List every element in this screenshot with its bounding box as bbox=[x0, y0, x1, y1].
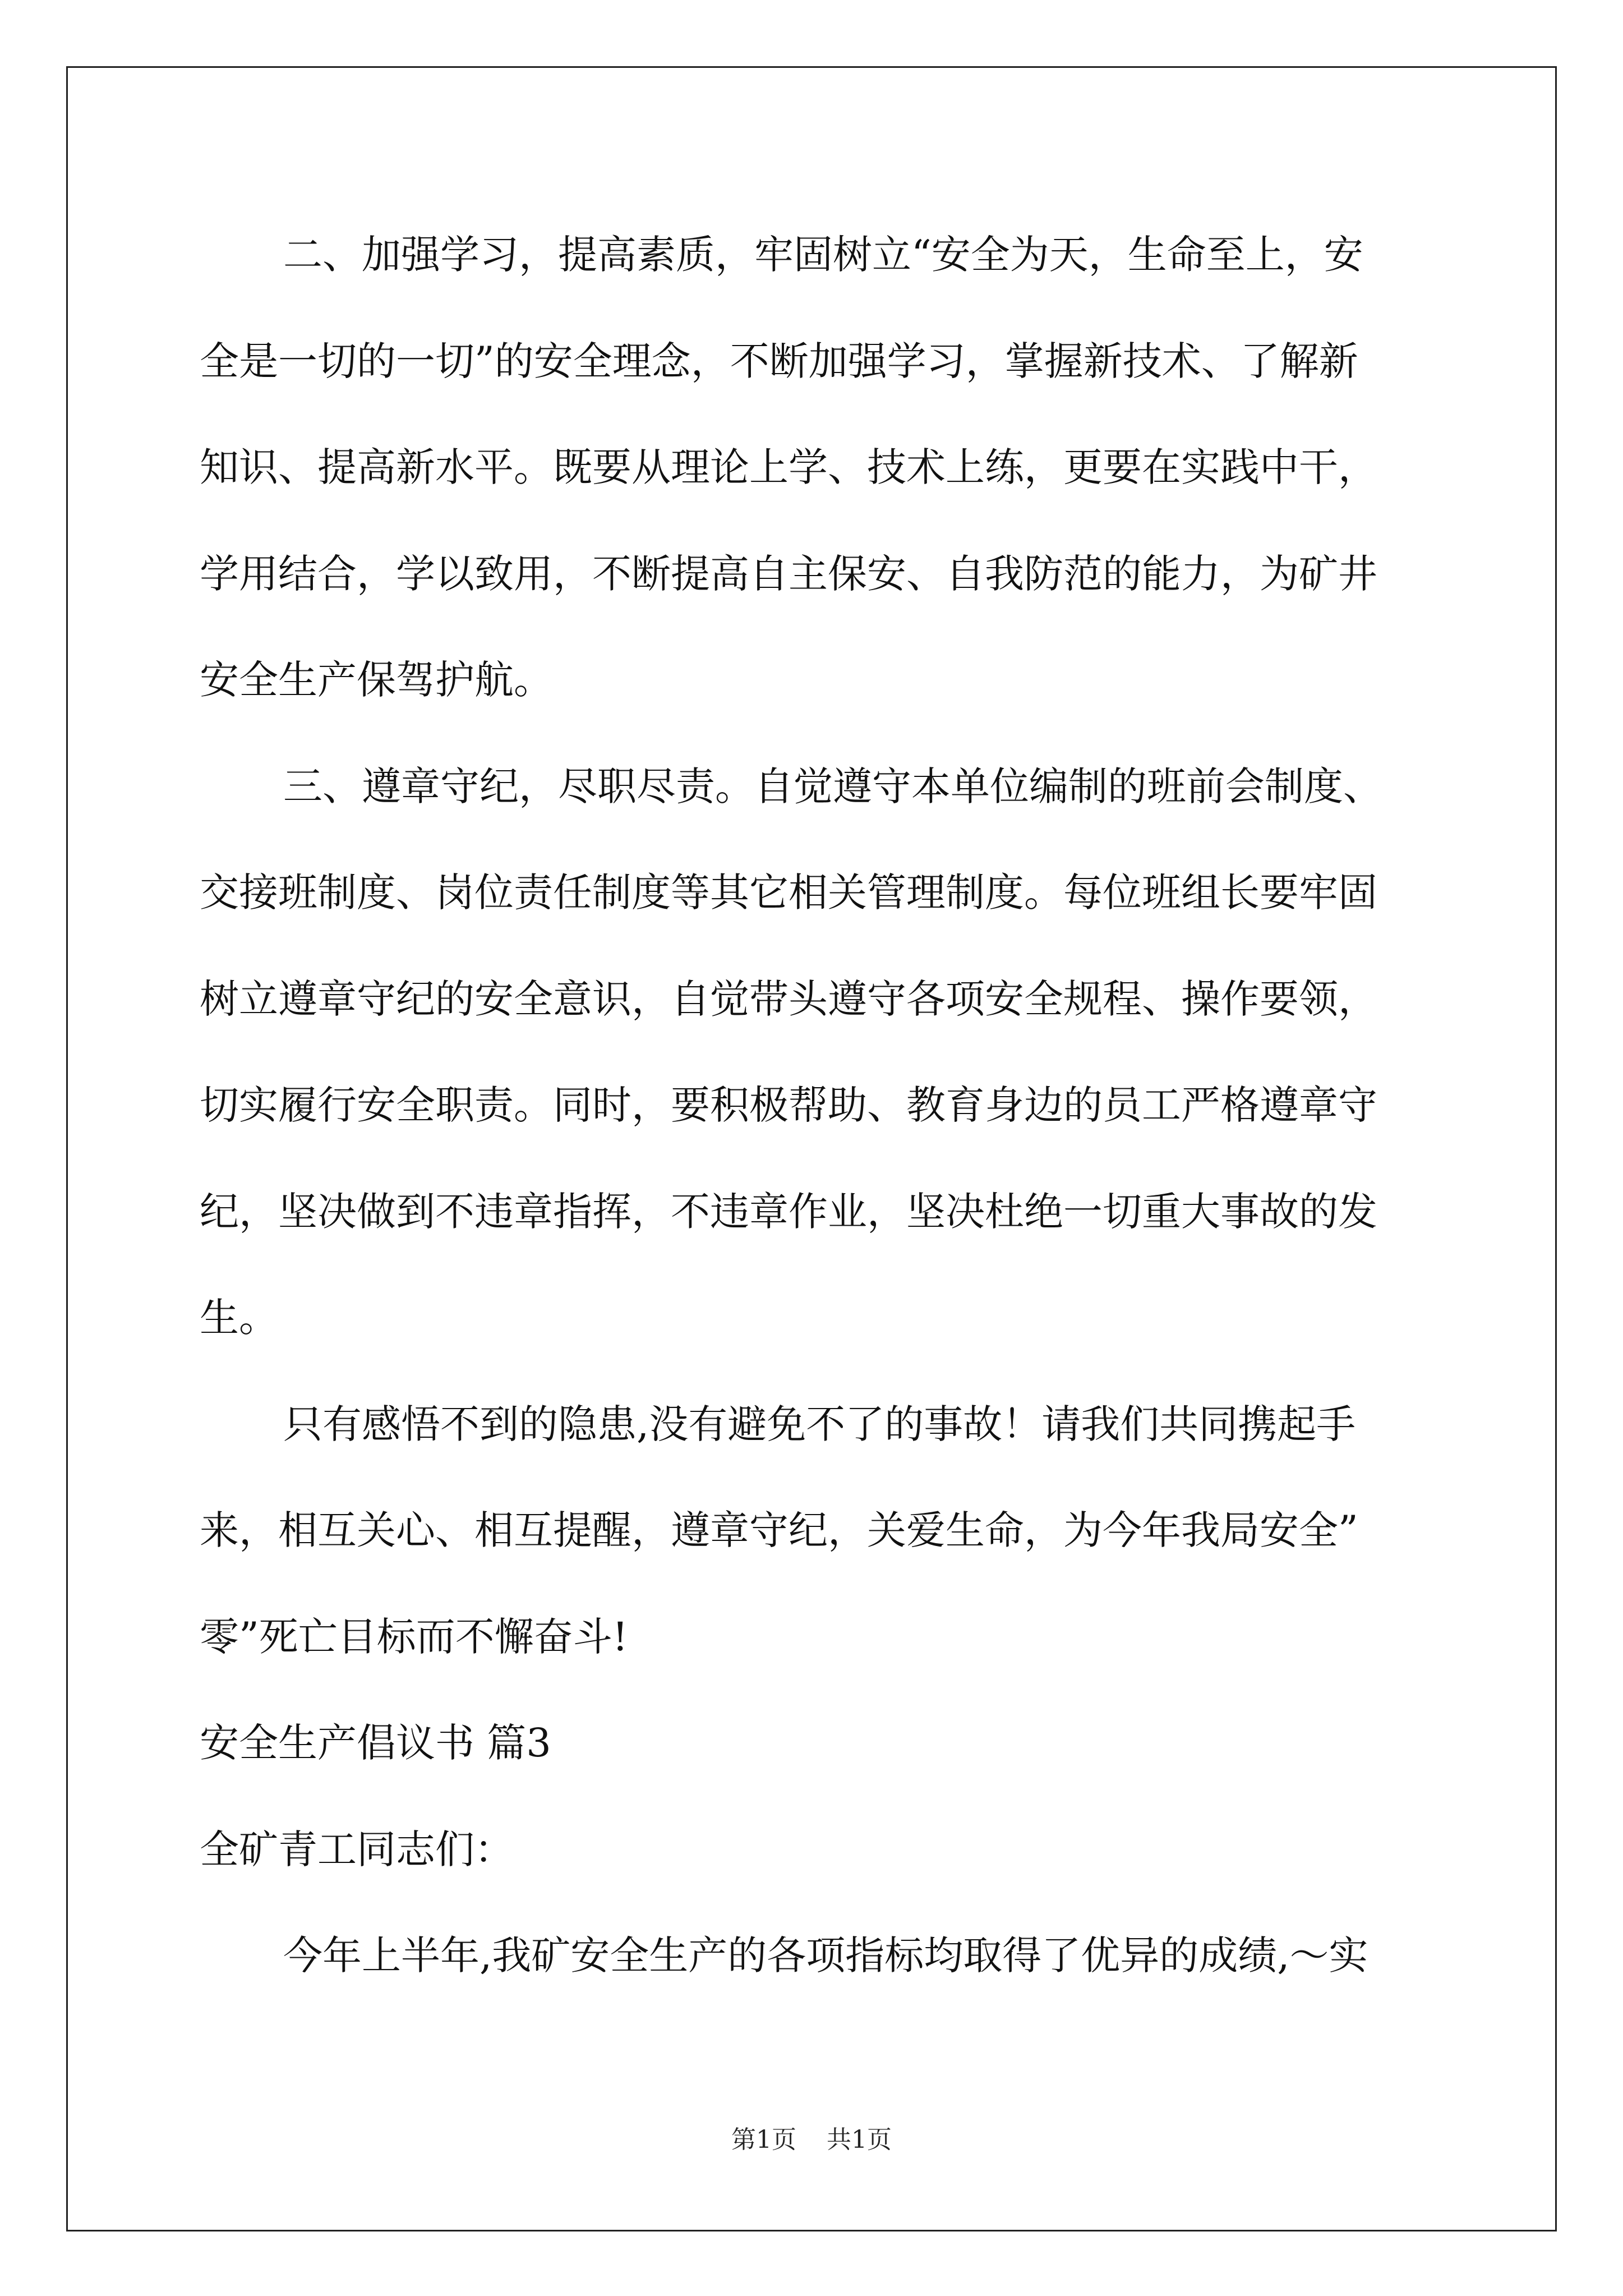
page-total: 共1页 bbox=[827, 2125, 892, 2154]
paragraph-2-line-1: 三、遵章守纪，尽职尽责。自觉遵守本单位编制的班前会制度、 bbox=[283, 763, 1382, 809]
last-paragraph-line: 今年上半年,我矿安全生产的各项指标均取得了优异的成绩,～实 bbox=[283, 1932, 1368, 1978]
paragraph-1-line-1: 二、加强学习，提高素质，牢固树立“安全为天，生命至上，安 bbox=[283, 232, 1363, 278]
paragraph-2-line-6: 生。 bbox=[200, 1295, 278, 1341]
paragraph-2-line-5: 纪，坚决做到不违章指挥，不违章作业，坚决杜绝一切重大事故的发 bbox=[200, 1189, 1377, 1235]
paragraph-1-line-5: 安全生产保驾护航。 bbox=[200, 657, 553, 703]
salutation: 全矿青工同志们： bbox=[200, 1826, 514, 1872]
paragraph-3-line-3: 零”死亡目标而不懈奋斗! bbox=[200, 1614, 628, 1660]
paragraph-2-line-4: 切实履行安全职责。同时，要积极帮助、教育身边的员工严格遵章守 bbox=[200, 1082, 1377, 1128]
paragraph-3-line-1: 只有感悟不到的隐患,没有避免不了的事故！请我们共同携起手 bbox=[283, 1401, 1356, 1447]
page-number: 第1页 bbox=[731, 2125, 796, 2154]
paragraph-3-line-2: 来，相互关心、相互提醒，遵章守纪，关爱生命，为今年我局安全” bbox=[200, 1507, 1358, 1553]
paragraph-1-line-4: 学用结合，学以致用，不断提高自主保安、自我防范的能力，为矿井 bbox=[200, 551, 1377, 597]
page-footer bbox=[0, 2125, 1623, 2155]
paragraph-1-line-3: 知识、提高新水平。既要从理论上学、技术上练，更要在实践中干， bbox=[200, 444, 1377, 490]
paragraph-1-line-2: 全是一切的一切”的安全理念，不断加强学习，掌握新技术、了解新 bbox=[200, 338, 1358, 384]
page-frame bbox=[66, 66, 1557, 2231]
paragraph-2-line-2: 交接班制度、岗位责任制度等其它相关管理制度。每位班组长要牢固 bbox=[200, 869, 1377, 915]
paragraph-2-line-3: 树立遵章守纪的安全意识，自觉带头遵守各项安全规程、操作要领， bbox=[200, 976, 1377, 1022]
section-title: 安全生产倡议书 篇3 bbox=[200, 1720, 551, 1766]
